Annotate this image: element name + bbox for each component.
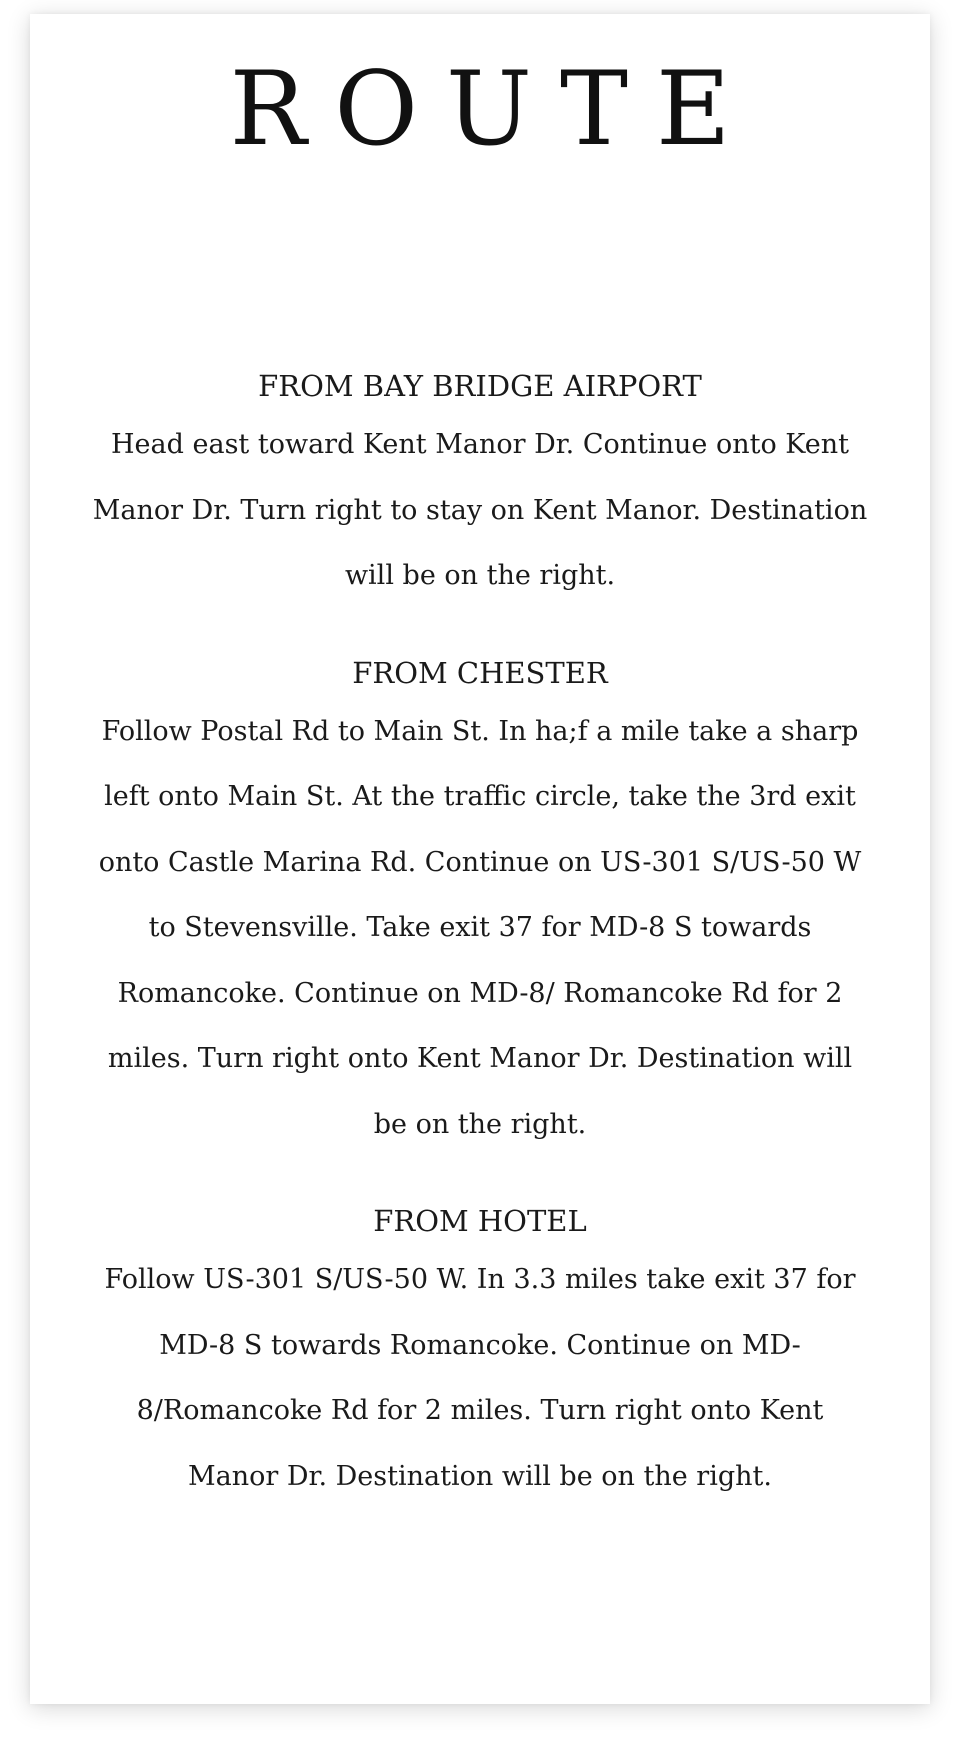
page-title: ROUTE xyxy=(229,50,759,169)
directions-section-hotel xyxy=(90,1201,870,1509)
route-card xyxy=(30,14,930,1704)
section-directions-text: Follow US-301 S/US-50 W. In 3.3 miles take exit 37 for MD-8 S towards Romancoke. Continue on MD-8/Romancoke Rd for 2 miles. Turn right onto Kent Manor Dr. Destination will be on the right. xyxy=(104,1264,856,1492)
section-heading: FROM CHESTER xyxy=(352,655,608,690)
section-heading: FROM HOTEL xyxy=(373,1204,587,1238)
directions-section-bay-bridge-airport xyxy=(90,366,870,609)
directions-list xyxy=(90,366,870,1553)
section-heading: FROM BAY BRIDGE AIRPORT xyxy=(258,369,702,403)
directions-section-chester xyxy=(90,653,870,1158)
section-directions-text: Head east toward Kent Manor Dr. Continue onto Kent Manor Dr. Turn right to stay on Kent Manor. Destination will be on the right. xyxy=(92,429,868,591)
section-directions-text: Follow Postal Rd to Main St. In ha;f a mile take a sharp left onto Main St. At the traffic circle, take the 3rd exit onto Castle Marina Rd. Continue on US-301 S/US-50 W to Stevensville. Take exit 37 for MD-8 S towards Romancoke. Continue on MD-8/ Romancoke Rd for 2 miles. Turn right onto Kent Manor Dr. Destination will be on the right. xyxy=(98,715,862,1140)
